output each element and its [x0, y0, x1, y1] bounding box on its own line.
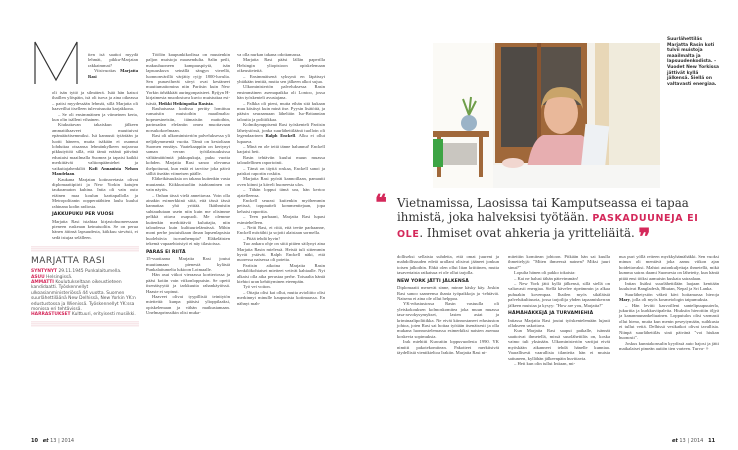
- person-name: Heikki Heikinpoika Rasista: [158, 100, 213, 106]
- issue-number: 13 | 2014: [679, 438, 704, 444]
- magazine-logo: et: [672, 438, 678, 444]
- person-name: Ralph Enckell: [265, 133, 296, 139]
- divider-band: [31, 246, 139, 252]
- bio-name: MARJATTA RASI: [31, 256, 106, 267]
- quote-highlight: PASKADUUNEJA EI OLE: [397, 213, 699, 240]
- left-col-3: [237, 52, 325, 306]
- paragraph: va olla nurkan takana odottamassa.: [237, 52, 302, 57]
- photo-woman-reading-icon: [433, 43, 660, 188]
- bio-row: [31, 280, 139, 312]
- paragraph: – Pitää tehdä hyvin!: [243, 235, 280, 241]
- section-heading: NEW YORK JÄTTI JÄLKENSÄ: [397, 278, 469, 284]
- right-col-3: [619, 254, 719, 352]
- bio-text: Kulttuuri, erityisesti musiikki.: [70, 312, 136, 318]
- paragraph: Rasin tehtäviin kuului muun muassa taloudellinen raportointi.: [237, 154, 325, 166]
- paragraph: Rauhaisassa kodissa peritty lomittuu runsaisiin muistoihin maailmalta: hopeaesineisiin, itämaisiin mattoihin, parinsadan elefantin omea muottavaan norsukokoelmaan.: [146, 106, 230, 133]
- paragraph: [52, 90, 138, 112]
- paragraph: YK-edustustossa Rasin vastuulla oli yleiskokouksen kolmoskomitea joka muun muassa tasa-arvokysymykset, lasten asiat ja kriminaalipolitiikka. Ne eivät kiinnostaneet edustuston johtoa, joten Rasi sai hoitaa työtään itsenäisesti ja olla mukana luonnostelemassa esimerkiksi naisten asemaa koskevia sopimuksia.: [397, 301, 499, 339]
- close-quote-icon: ❞: [638, 224, 651, 250]
- text: Kiukuttavan takaiskun jälkeen ammattihaaveet muuttuivat epämääräisemmiksi. Isä kannusti tytärtään ja luotti häneen, mutta isäkään ei osannut lohduttaa otsaansa lehmänkylkeen nojaavaa pikkutyttöä sillä, että tämä eräänä päivänä edustaisi maailmalla Suomea ja tapaisi kaikki merkittävät valtionpäämiehet ja vaikuttajahenkilöt: [52, 122, 138, 171]
- bio-label: AMMATTI: [31, 279, 54, 285]
- portrait-photo: [433, 43, 660, 188]
- text: , jolla oli myös kosmetologin taipumuksia.: [629, 297, 709, 303]
- paragraph: – Ottajia olisi kai ollut, mutta avioliitto olisi merkinnyt minulle kaupunista kotimaassa. En nähnyt mah-: [237, 289, 325, 306]
- page-number: 11: [708, 438, 716, 444]
- paragraph: Työ vei voiton.: [243, 284, 271, 290]
- right-footer: [672, 438, 715, 444]
- dropcap: [33, 40, 79, 86]
- paragraph: Marjatta Rasi istahtaa kirjastohuoneessaan pieneen ruskeaan keinutuoliin. Se on perua hänen äitinsä lapsuudesta, kiikkuu sievästi, ei sedä istujaa selälleen.: [52, 218, 138, 240]
- section-heading: HÄMÄHÄKKEJÄ JA TURVAMIEHIÄ: [508, 311, 594, 317]
- paragraph: Enckell seurasi kuitenkin myöhemmin petissä, toppautteli kommenttejaan, jopa kehaisi raporttia.: [237, 197, 325, 214]
- left-footer: [31, 438, 74, 444]
- paragraph: iten isä saattoi myydä lehmät, pikku-Marjatan rakkaimmat?: [88, 52, 138, 68]
- quote-text: . Ihmiset ovat ahkeria ja yritteliäitä.: [419, 226, 635, 240]
- paragraph: – Neiti Rasi, ei riitä, että teette parhaanne, Enckell möräihti ja sojotti alaistaan sormella.: [237, 225, 325, 236]
- open-quote-icon: ❝: [375, 190, 387, 216]
- left-col-1: [88, 52, 138, 79]
- issue-number: 13 | 2014: [50, 438, 75, 444]
- paragraph: – Minä en ole teitä tänne halunnut! Enckell karjaisi heti.: [237, 143, 325, 155]
- bio-box: [31, 246, 139, 327]
- bio-label: HARRASTUKSET: [31, 312, 71, 318]
- paragraph: Hän asui viikot vieraassa kortteriossa ja pääsi kotiin vain viikonloppuisin. Se opetti itsenäisyyttä ja tarkkuutta rahankäytössä. Haaste ei sopinut.: [146, 272, 230, 294]
- text: Viisivuotias: [94, 68, 121, 74]
- paragraph: – New York jätti kyllä jälkensä, sillä siellä on valtavasti energiaa. Siellä kävelee ripeämmin ja alkaa puhuakin kovempaa. Ihailen myös sikäläistä palvelukulttuuria, jossa tarjoilija yhden tapaamiskerran jälkeen muistaa ja kysyy: "How are you, Marjatta?": [508, 281, 610, 308]
- paragraph: – Kai ne halusi tähän pätevimmän!: [514, 275, 579, 281]
- person-name: Mary: [619, 297, 630, 303]
- person-name: Marjatta Rasi: [88, 68, 138, 79]
- bio-label: ASUU: [31, 274, 45, 280]
- paragraph: Haaveet olivat tyypillisiä teinitytön mietteitä: kunpa pääsisi ylioppilaaksi, opiskelemaan ja vähän matkustamaan. Unelmaprinssikin olisi muka-: [146, 294, 230, 316]
- paragraph: – Heti kun olin tullut Intiaan, mi-: [514, 360, 576, 366]
- paragraph: Diplomaatit menevät sinne, minne käsky käy. Joskin Rasi sanoo saaneensa ihania työpaikkoja ja -tehtäviä. Naisena ei aina ole ollut helppoa.: [397, 285, 499, 302]
- dropcap-text: [79, 40, 80, 41]
- paragraph: Lopulta hänen oli pakko tokaista:: [514, 270, 576, 276]
- dropcap-letter-m: [33, 40, 79, 86]
- paragraph: nua puri yöllä reiteen myrkkyhämähäkki. Sen vuoksi minun oli mentävä joka aamu viikon ajan hoidettavaksi. Mahtoi autonkuljettaja ihmetellä, mikä kumma sairas daami Suomesta on lähetetty, kun häntä pitää ensi töiksi aamuisin kuskata sairaalaan.: [619, 254, 719, 281]
- magazine-logo: et: [42, 438, 49, 444]
- pull-quote: [375, 190, 722, 250]
- text: oli isän tyttö ja silmäterä. Isää hän katsoi ihaillen ylöspäin, isä oli turva ja aina oikeassa – paitsi myydessään lehmät, sillä Marjatta oli haaveillut itselleen tulevaisuutta karjakkona.: [52, 90, 138, 112]
- text: Suurlähetystön väkeä kävi hoitamassa hieroja: [625, 291, 719, 297]
- continue-arrow-icon: »: [705, 345, 709, 352]
- paragraph: – Tähän loppui tämä ura, hän kertoo ajatelleensa.: [237, 187, 325, 198]
- paragraph: – Ensimmäisenä syksynä en läpäissyt yhtäkään tenttiä, mutta sen jälkeen alkoi sujua.: [237, 73, 325, 85]
- paragraph: [619, 292, 719, 303]
- paragraph: Ulkoministeriön palveluksessa Rasin ensimmäinen asemapaikka oli Lontoo, jossa hän työskenteli avustajana.: [237, 84, 325, 101]
- paragraph: Eläkeikäsuuksia on takana kuitenkin vasta muutamia. Kiikkustuoliin istahtaminen on vain näytös.: [146, 176, 230, 193]
- divider-band: [31, 321, 139, 327]
- text: .: [212, 100, 214, 106]
- bio-label: SYNTYNYT: [31, 269, 58, 275]
- paragraph: [88, 68, 138, 79]
- text: Kolmikymppisenä Rasi työskenteli Pariisin lähetystössä, jonka suurlähettiläänä tuolloin oli legendaarinen: [237, 122, 325, 139]
- bio-text: Koulutukseltaan oikeustieteen kandidaatti. Työskennellyt ulkoasianministeriössä 44 vuotta. Suomen suurlähettiläänä New Delhissä, New Yorkin YK:n edustustossa ja Wienissä. Työskennellyt YK:ssa monissa eri tehtävissä.: [31, 279, 136, 312]
- paragraph: dolliseksi sellaista suhdetta, että omat juureni ja mahdollisuuden edetä urallani olisivat jääneet jonkun toisen jalkoihin. Ehkä olen ollut liian kriittinen, mutta tasavertaista ratkaisua ei ole ollut tarjolla.: [397, 254, 499, 276]
- bio-text: 29.11.1945 Punkalaitumella.: [57, 269, 122, 275]
- paragraph: [52, 122, 138, 176]
- paragraph: Marjatta Rasi pyöräi kannoillaan, pamautti oven kiinni ja käveli huoneesta ulos.: [237, 176, 325, 187]
- paragraph: Irak miehitti Kuwaitin loppuvuodesta 1990. YK nimitti pakotekomitean. Pakotteet merkitsivät täydellistä vientikieltoa Irakiin. Marjatta Rasi ni-: [397, 339, 499, 356]
- left-col-1-continued: [31, 90, 138, 327]
- page-number: 10: [31, 438, 38, 444]
- section-heading: JAKKUPUKU PER VUOSI: [52, 211, 114, 217]
- paragraph: – Se oli ensimmäinen ja viimeinen kerta, kun olin isälleni vihainen.: [52, 111, 138, 123]
- paragraph: – Tämä on täyttä roskaa, Enckell sanoi ja paiskoi raportin roskiin.: [237, 165, 325, 176]
- right-col-1: [397, 254, 499, 356]
- paragraph: Kun Marjatta Rasi saapui paikalle, isännät saattoivat ihmetellä, missä suurlähettiläs on, koska vaimo tuli yksinään. Ulkoministeriön vartijat eivät myöskään aikanneet tehdä hänelle kunniaa. Vaarallisesti vaarallisia tilanteita hän ei muista sattuneen, kyllähän jälkeenpäin huvittavia.: [508, 328, 610, 361]
- photo-caption: Suurlähettiläs Marjatta Rasin koti tulvii muistoja maailmalta ja lapsuudenkodista. – Vuodet New Yorkissa jättivät kyllä jälkensä. Siellä on valtavasti energiaa.: [667, 37, 719, 87]
- quote-text: Vietnamissa, Laosissa tai Kamputseassa ei tapaa ihmistä, joka halveksisi työtään.: [397, 196, 689, 224]
- bio-row: [31, 312, 139, 317]
- text: .: [74, 171, 76, 177]
- paragraph: – Teen parhaani, Marjatta Rasi lupasi esimiehelleen.: [237, 214, 325, 225]
- paragraph: 15-vuotiaana Marjatta Rasi joutui muuttamaan pienestä kylästä Punkalaitumelta lukioon Loimaalle.: [146, 256, 230, 273]
- text: Joskus kunniakonsulin kyydissä auto hajosi ja jätti matkalaiset pimeän autiön tien varteen. Turva-: [619, 340, 719, 351]
- paragraph: – Palkka oli pieni, mutta eihän sitä kukaan muu käsiisyt kuin minä itse. Pyysin lisätöitä, ja pääsin seuraamaan läheltäin Iso-Britannian taloutta ja politiikkaa.: [237, 100, 325, 122]
- paragraph: Tuo ankara ohje on siitä pitäen säilynyt aina Marjatta Rasin mielessä. Heistä tuli sittemmin hyvät ystävät. Ralph Enckell näki, että nuoressa naisessa oli potetta.: [237, 241, 325, 263]
- paragraph: Rasi oli ulkoministeriön palveluksessa yli neljäkymmentä vuotta. Tämä on kestoltaan Suomen ennätys. Vaatekaappiin on kertynyt saman verran työtilaisuuksissa välttämättömiä jakkupukuja, puku vuotta kohden. Marjatta Rasi sanoo olevansa ihelpottunut, kun enää ei tarvitse joka päivä sälliä itseään viimeisen päälle.: [146, 133, 230, 176]
- left-col-2: [146, 52, 230, 316]
- paragraph: Kaukana Marjatan kotinavetasta olivat diplomaattipiirit ja New Yorkin katujen taukoamaton kuhina. Intia oli vain outo etäinen maa koulun karttapallolla ja Metropolitanin oopperatähtien laulu kuului rahinana kodin radiosta.: [52, 176, 138, 209]
- text: Töölön kaupunkikodissa on muutenkin paljon muistoja maasendulta. Salin peili, makuuhuoneen kampauspöytä, isän lapsuuskuva seinällä sängyn vierellä, luonnonvärillä värjätty ryijy 1800-luvulta. Sen punavihreät sävyt ovat kestäneet muuttumattomina niin Pariisin kuin New Yorkin ärhäkkäät auringonpaisteet. Ryijyn H-kirjaimesta muodostuva kuvio muistuttaa esi-isästä,: [146, 52, 230, 106]
- right-col-2: [508, 254, 610, 366]
- paragraph: mitettiin komitean johtoon. Pitkään hän sai kuulla ihmettelyjä: "Miten ihmeessä nainen? Miksi juuri sinut?": [508, 254, 610, 270]
- text: . Alku ei ollut lupaava.: [237, 133, 325, 144]
- paragraph: – Onhan tässä vielä annettavaa. Voin olla ainakin esimerkkinä siitä, että tässä iässä kannattaa yhä yrittää. Ikäihmisiin suhtaudutaan usein niin kuin me olisimme pelkkä ottava osapuoli. Me olemme kuitenkin merkittäviä kuluttajia, niin taloudessa kuin kulttuurielämässä. Mihin moni perhe joutuisikaan ilman lapsenlapsista huolehtivia isovanhempia? Eläkeläisten tekemä vapaaehtoistyö ei näy tilastoissa.: [146, 192, 230, 247]
- paragraph: [619, 341, 719, 352]
- paragraph: Marjatta Rasi pääsi lällän paperilla Helsingin yliopistoon opiskelemaan oikeustieteitä.: [237, 57, 325, 74]
- paragraph: Pariisin aikoina Marjatta Rasin henkilökohtaiset mietteet vetivät kahtaalle. Nyt alkaisi olla aika perustaa perhe. Toisaalta häntä kiehtoi uran kehittyminen eteenpäin.: [237, 262, 325, 285]
- bio-text: Helsingissä.: [44, 274, 73, 280]
- paragraph: [146, 52, 230, 106]
- paragraph: – Hän levitti kasvoilleni santelipuupuuterla, jukurttia ja kurkkuviipaleita. Hiuksiin hierottiin öljyä ja kananmunankeltuainen. Lopputulos olisi varmasti ollut hieno, mutta kun menin peseytymään, suihkusta ei tullut vettä. Delhissä vesikatkot olivat tavallisia. Niinpä suurlähettiläs sinä päivänä "voi hiukan huonosti".: [619, 302, 719, 341]
- section-heading: PARAS EI RIITÄ: [146, 249, 186, 255]
- paragraph: Intian lisäksi suurlähettilään laajaan kenttään kuuluivat Bangladesh, Bhutan, Nepal ja Sri Lanka.: [619, 281, 719, 292]
- person-name: Kofi Annanista Nelson Mandelaan: [52, 165, 138, 177]
- paragraph: Intiassa Marjatta Rasi joutui työskentelemään lujasti ollakseen uskottava.: [508, 317, 610, 329]
- paragraph: [237, 122, 325, 144]
